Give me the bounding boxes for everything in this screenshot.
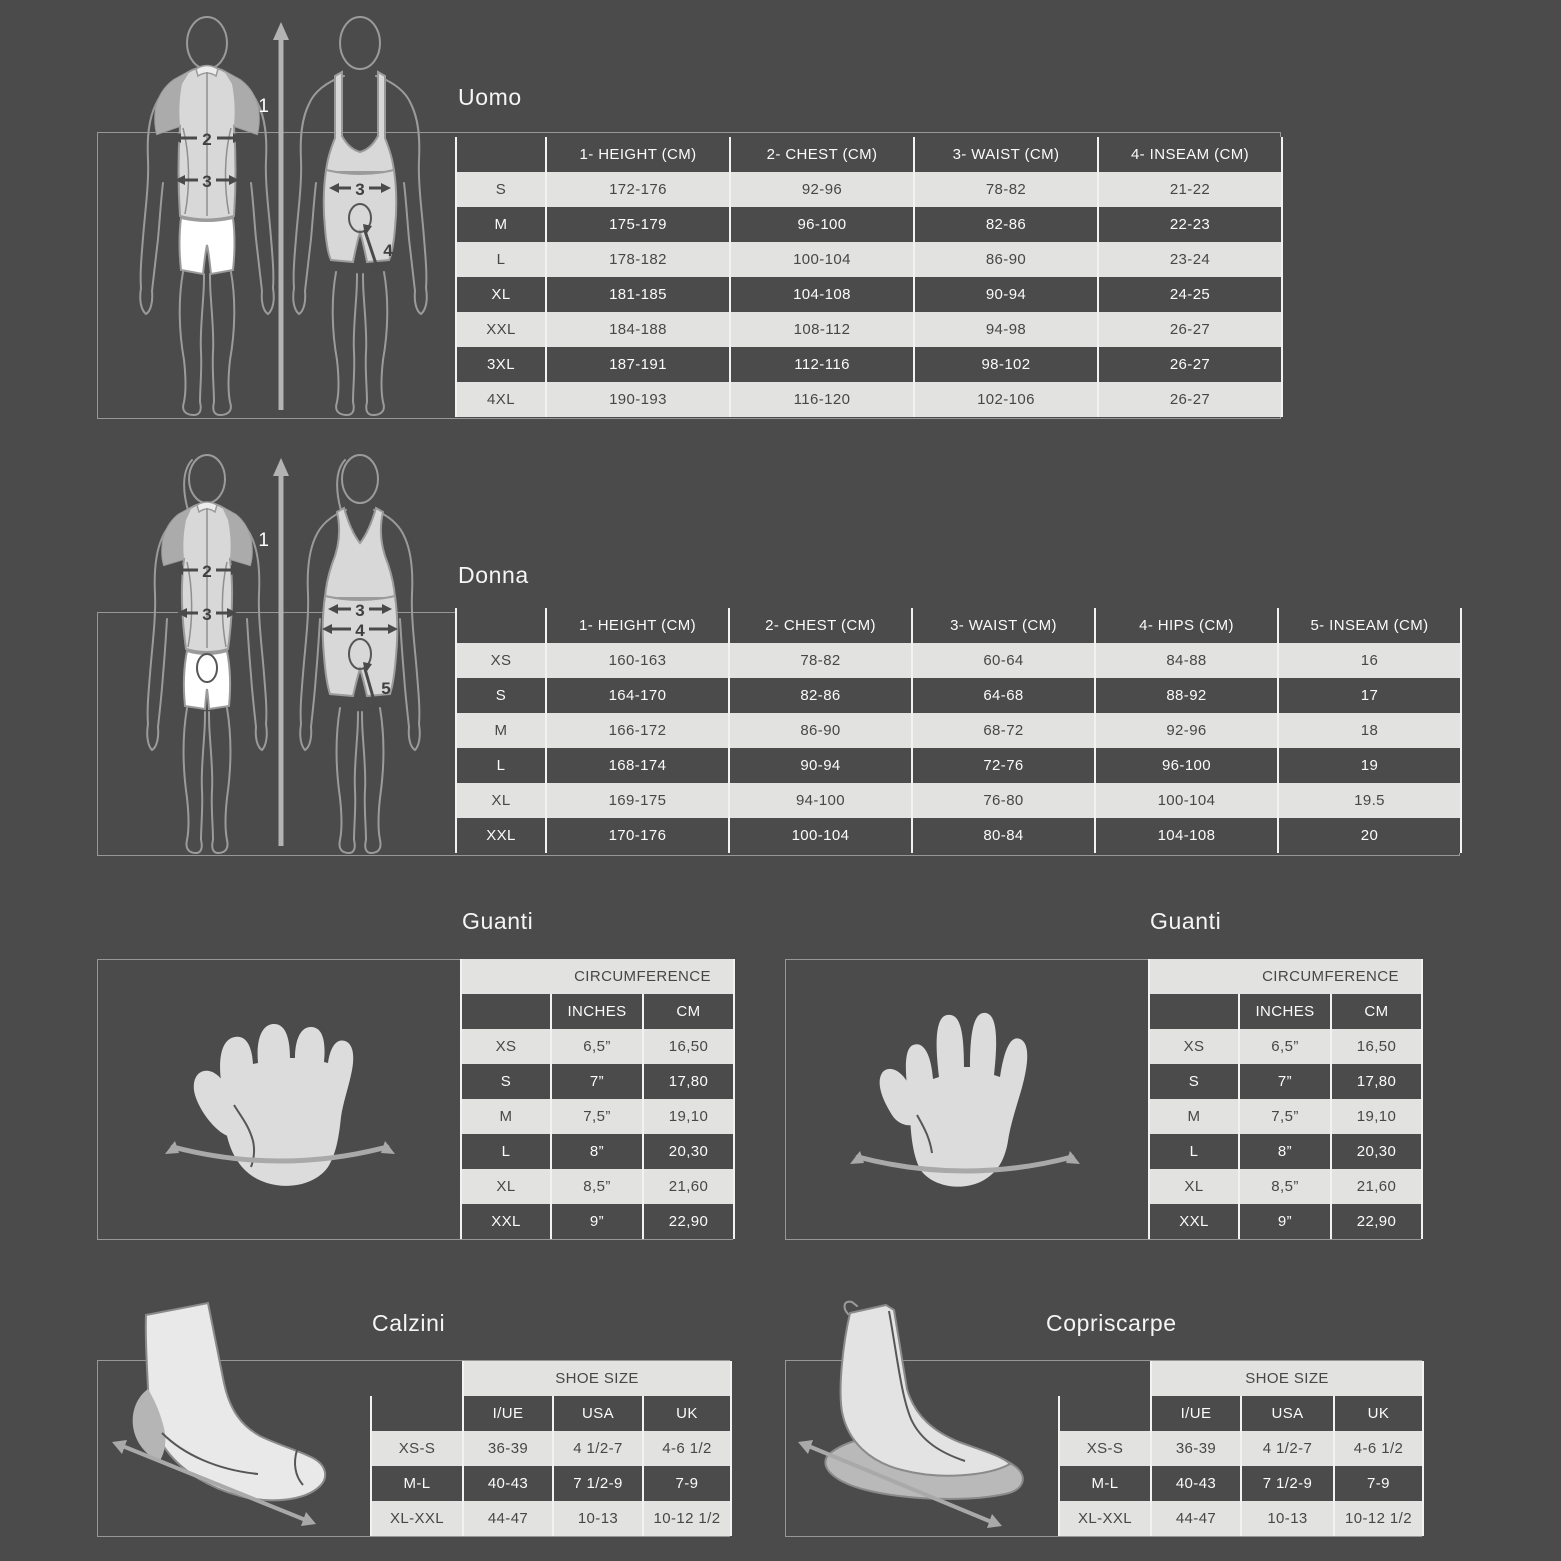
col-header-uk: UK xyxy=(1333,1396,1422,1431)
value-cell: 40-43 xyxy=(1150,1466,1240,1501)
size-cell: XXL xyxy=(460,1204,550,1239)
size-cell: S xyxy=(460,1064,550,1099)
value-cell: 76-80 xyxy=(911,783,1094,818)
gloves-left-table xyxy=(460,959,735,1239)
value-cell: 44-47 xyxy=(1150,1501,1240,1536)
value-cell: 7 1/2-9 xyxy=(552,1466,642,1501)
gloves-right-title: Guanti xyxy=(1150,908,1222,934)
socks-table xyxy=(370,1361,732,1536)
size-cell: L xyxy=(455,242,545,277)
size-cell: XL-XXL xyxy=(370,1501,462,1536)
overshoes-table xyxy=(1058,1361,1424,1536)
value-cell: 184-188 xyxy=(545,312,729,347)
value-cell: 78-82 xyxy=(913,172,1097,207)
size-cell: S xyxy=(455,678,545,713)
height-arrow-label: 1 xyxy=(258,96,269,117)
men-back-figure xyxy=(293,17,427,415)
men-size-table xyxy=(455,137,1283,417)
empty-header-cell xyxy=(455,608,545,643)
size-cell: XS-S xyxy=(1058,1431,1150,1466)
inseam-arrow-label: 5 xyxy=(381,679,391,698)
col-header-iue: I/UE xyxy=(462,1396,552,1431)
value-cell: 90-94 xyxy=(728,748,911,783)
value-cell: 44-47 xyxy=(462,1501,552,1536)
value-cell: 160-163 xyxy=(545,643,728,678)
value-cell: 7 1/2-9 xyxy=(1240,1466,1333,1501)
col-header-height: 1- HEIGHT (CM) xyxy=(545,608,728,643)
chest-arrow-label: 2 xyxy=(202,130,212,149)
value-cell: 96-100 xyxy=(729,207,913,242)
value-cell: 26-27 xyxy=(1097,347,1281,382)
col-header-uk: UK xyxy=(642,1396,730,1431)
value-cell: 8” xyxy=(1238,1134,1330,1169)
value-cell: 8” xyxy=(550,1134,642,1169)
size-cell: L xyxy=(460,1134,550,1169)
size-cell: 4XL xyxy=(455,382,545,417)
value-cell: 96-100 xyxy=(1094,748,1277,783)
chest-arrow-label: 2 xyxy=(202,562,212,581)
value-cell: 17 xyxy=(1277,678,1460,713)
sock-figure xyxy=(100,1293,390,1541)
size-cell: L xyxy=(1148,1134,1238,1169)
col-header-cm: CM xyxy=(642,994,733,1029)
value-cell: 94-98 xyxy=(913,312,1097,347)
value-cell: 10-12 1/2 xyxy=(1333,1501,1422,1536)
col-header-usa: USA xyxy=(1240,1396,1333,1431)
value-cell: 8,5” xyxy=(550,1169,642,1204)
value-cell: 10-13 xyxy=(1240,1501,1333,1536)
gloves-right-table xyxy=(1148,959,1423,1239)
value-cell: 4 1/2-7 xyxy=(552,1431,642,1466)
value-cell: 187-191 xyxy=(545,347,729,382)
size-cell: XS xyxy=(1148,1029,1238,1064)
size-cell: S xyxy=(1148,1064,1238,1099)
value-cell: 20,30 xyxy=(1330,1134,1421,1169)
circumference-header: CIRCUMFERENCE xyxy=(1148,959,1421,994)
value-cell: 7,5” xyxy=(550,1099,642,1134)
value-cell: 10-13 xyxy=(552,1501,642,1536)
men-size-figure xyxy=(95,10,465,420)
value-cell: 16,50 xyxy=(1330,1029,1421,1064)
value-cell: 24-25 xyxy=(1097,277,1281,312)
value-cell: 36-39 xyxy=(1150,1431,1240,1466)
value-cell: 21,60 xyxy=(642,1169,733,1204)
value-cell: 4 1/2-7 xyxy=(1240,1431,1333,1466)
size-cell: XL xyxy=(455,783,545,818)
value-cell: 80-84 xyxy=(911,818,1094,853)
value-cell: 88-92 xyxy=(1094,678,1277,713)
value-cell: 178-182 xyxy=(545,242,729,277)
value-cell: 175-179 xyxy=(545,207,729,242)
value-cell: 68-72 xyxy=(911,713,1094,748)
size-cell: XL-XXL xyxy=(1058,1501,1150,1536)
col-header-waist: 3- WAIST (CM) xyxy=(911,608,1094,643)
col-header-height: 1- HEIGHT (CM) xyxy=(545,137,729,172)
size-cell: XL xyxy=(455,277,545,312)
inseam-arrow-label: 4 xyxy=(383,241,393,260)
value-cell: 112-116 xyxy=(729,347,913,382)
value-cell: 6,5” xyxy=(1238,1029,1330,1064)
value-cell: 26-27 xyxy=(1097,312,1281,347)
value-cell: 90-94 xyxy=(913,277,1097,312)
size-cell: XL xyxy=(1148,1169,1238,1204)
value-cell: 7,5” xyxy=(1238,1099,1330,1134)
women-back-figure xyxy=(300,455,420,853)
value-cell: 86-90 xyxy=(913,242,1097,277)
value-cell: 98-102 xyxy=(913,347,1097,382)
circumference-header: CIRCUMFERENCE xyxy=(460,959,733,994)
size-cell: M-L xyxy=(1058,1466,1150,1501)
value-cell: 20 xyxy=(1277,818,1460,853)
value-cell: 17,80 xyxy=(642,1064,733,1099)
size-cell: 3XL xyxy=(455,347,545,382)
value-cell: 19,10 xyxy=(642,1099,733,1134)
col-header-hips: 4- HIPS (CM) xyxy=(1094,608,1277,643)
value-cell: 84-88 xyxy=(1094,643,1277,678)
value-cell: 26-27 xyxy=(1097,382,1281,417)
value-cell: 82-86 xyxy=(913,207,1097,242)
value-cell: 190-193 xyxy=(545,382,729,417)
value-cell: 22,90 xyxy=(1330,1204,1421,1239)
col-header-inches: INCHES xyxy=(1238,994,1330,1029)
value-cell: 22-23 xyxy=(1097,207,1281,242)
size-cell: M xyxy=(1148,1099,1238,1134)
col-header-cm: CM xyxy=(1330,994,1421,1029)
value-cell: 104-108 xyxy=(729,277,913,312)
value-cell: 94-100 xyxy=(728,783,911,818)
size-cell: XS xyxy=(455,643,545,678)
height-arrow-label: 1 xyxy=(258,530,269,551)
size-cell: M-L xyxy=(370,1466,462,1501)
value-cell: 100-104 xyxy=(729,242,913,277)
value-cell: 169-175 xyxy=(545,783,728,818)
value-cell: 82-86 xyxy=(728,678,911,713)
value-cell: 36-39 xyxy=(462,1431,552,1466)
shoe-size-header: SHOE SIZE xyxy=(462,1361,730,1396)
value-cell: 10-12 1/2 xyxy=(642,1501,730,1536)
value-cell: 4-6 1/2 xyxy=(642,1431,730,1466)
value-cell: 102-106 xyxy=(913,382,1097,417)
value-cell: 164-170 xyxy=(545,678,728,713)
value-cell: 168-174 xyxy=(545,748,728,783)
value-cell: 6,5” xyxy=(550,1029,642,1064)
gloves-left-title: Guanti xyxy=(462,908,534,934)
height-arrow xyxy=(258,22,289,410)
value-cell: 22,90 xyxy=(642,1204,733,1239)
value-cell: 170-176 xyxy=(545,818,728,853)
value-cell: 172-176 xyxy=(545,172,729,207)
size-cell: XS-S xyxy=(370,1431,462,1466)
hips-arrow-label: 4 xyxy=(355,621,365,640)
value-cell: 7” xyxy=(1238,1064,1330,1099)
size-cell: L xyxy=(455,748,545,783)
value-cell: 60-64 xyxy=(911,643,1094,678)
men-section-title: Uomo xyxy=(458,84,522,110)
value-cell: 92-96 xyxy=(1094,713,1277,748)
women-size-figure xyxy=(95,448,465,858)
col-header-chest: 2- CHEST (CM) xyxy=(728,608,911,643)
size-cell: M xyxy=(455,207,545,242)
col-header-chest: 2- CHEST (CM) xyxy=(729,137,913,172)
women-front-figure xyxy=(147,455,267,853)
waist-arrow-label: 3 xyxy=(202,605,212,624)
value-cell: 116-120 xyxy=(729,382,913,417)
value-cell: 86-90 xyxy=(728,713,911,748)
value-cell: 23-24 xyxy=(1097,242,1281,277)
waist-back-arrow-label: 3 xyxy=(355,601,365,620)
men-front-figure xyxy=(140,17,274,415)
waist-back-arrow-label: 3 xyxy=(355,180,365,199)
fingerless-glove-figure xyxy=(115,985,445,1230)
size-cell: XL xyxy=(460,1169,550,1204)
col-header-inches: INCHES xyxy=(550,994,642,1029)
value-cell: 108-112 xyxy=(729,312,913,347)
socks-title: Calzini xyxy=(372,1310,446,1336)
value-cell: 181-185 xyxy=(545,277,729,312)
value-cell: 104-108 xyxy=(1094,818,1277,853)
empty-header-cell xyxy=(460,994,550,1029)
col-header-usa: USA xyxy=(552,1396,642,1431)
col-header-waist: 3- WAIST (CM) xyxy=(913,137,1097,172)
value-cell: 7-9 xyxy=(642,1466,730,1501)
value-cell: 40-43 xyxy=(462,1466,552,1501)
empty-header-cell xyxy=(1148,994,1238,1029)
value-cell: 9” xyxy=(1238,1204,1330,1239)
empty-header-cell xyxy=(455,137,545,172)
size-cell: M xyxy=(455,713,545,748)
value-cell: 19 xyxy=(1277,748,1460,783)
size-cell: XS xyxy=(460,1029,550,1064)
size-cell: XXL xyxy=(455,818,545,853)
value-cell: 16,50 xyxy=(642,1029,733,1064)
women-size-table xyxy=(455,608,1462,853)
col-header-inseam: 4- INSEAM (CM) xyxy=(1097,137,1281,172)
value-cell: 8,5” xyxy=(1238,1169,1330,1204)
full-glove-figure xyxy=(800,985,1130,1230)
size-cell: XXL xyxy=(1148,1204,1238,1239)
value-cell: 92-96 xyxy=(729,172,913,207)
col-header-inseam: 5- INSEAM (CM) xyxy=(1277,608,1460,643)
value-cell: 9” xyxy=(550,1204,642,1239)
women-section-title: Donna xyxy=(458,562,529,588)
value-cell: 166-172 xyxy=(545,713,728,748)
value-cell: 19.5 xyxy=(1277,783,1460,818)
value-cell: 78-82 xyxy=(728,643,911,678)
size-cell: M xyxy=(460,1099,550,1134)
value-cell: 7” xyxy=(550,1064,642,1099)
value-cell: 4-6 1/2 xyxy=(1333,1431,1422,1466)
value-cell: 21,60 xyxy=(1330,1169,1421,1204)
value-cell: 100-104 xyxy=(1094,783,1277,818)
value-cell: 21-22 xyxy=(1097,172,1281,207)
overshoes-title: Copriscarpe xyxy=(1046,1310,1177,1336)
value-cell: 64-68 xyxy=(911,678,1094,713)
value-cell: 18 xyxy=(1277,713,1460,748)
value-cell: 20,30 xyxy=(642,1134,733,1169)
col-header-iue: I/UE xyxy=(1150,1396,1240,1431)
overshoe-figure xyxy=(788,1293,1078,1541)
value-cell: 19,10 xyxy=(1330,1099,1421,1134)
waist-arrow-label: 3 xyxy=(202,172,212,191)
size-cell: XXL xyxy=(455,312,545,347)
value-cell: 7-9 xyxy=(1333,1466,1422,1501)
value-cell: 16 xyxy=(1277,643,1460,678)
size-cell: S xyxy=(455,172,545,207)
value-cell: 100-104 xyxy=(728,818,911,853)
value-cell: 17,80 xyxy=(1330,1064,1421,1099)
shoe-size-header: SHOE SIZE xyxy=(1150,1361,1422,1396)
value-cell: 72-76 xyxy=(911,748,1094,783)
